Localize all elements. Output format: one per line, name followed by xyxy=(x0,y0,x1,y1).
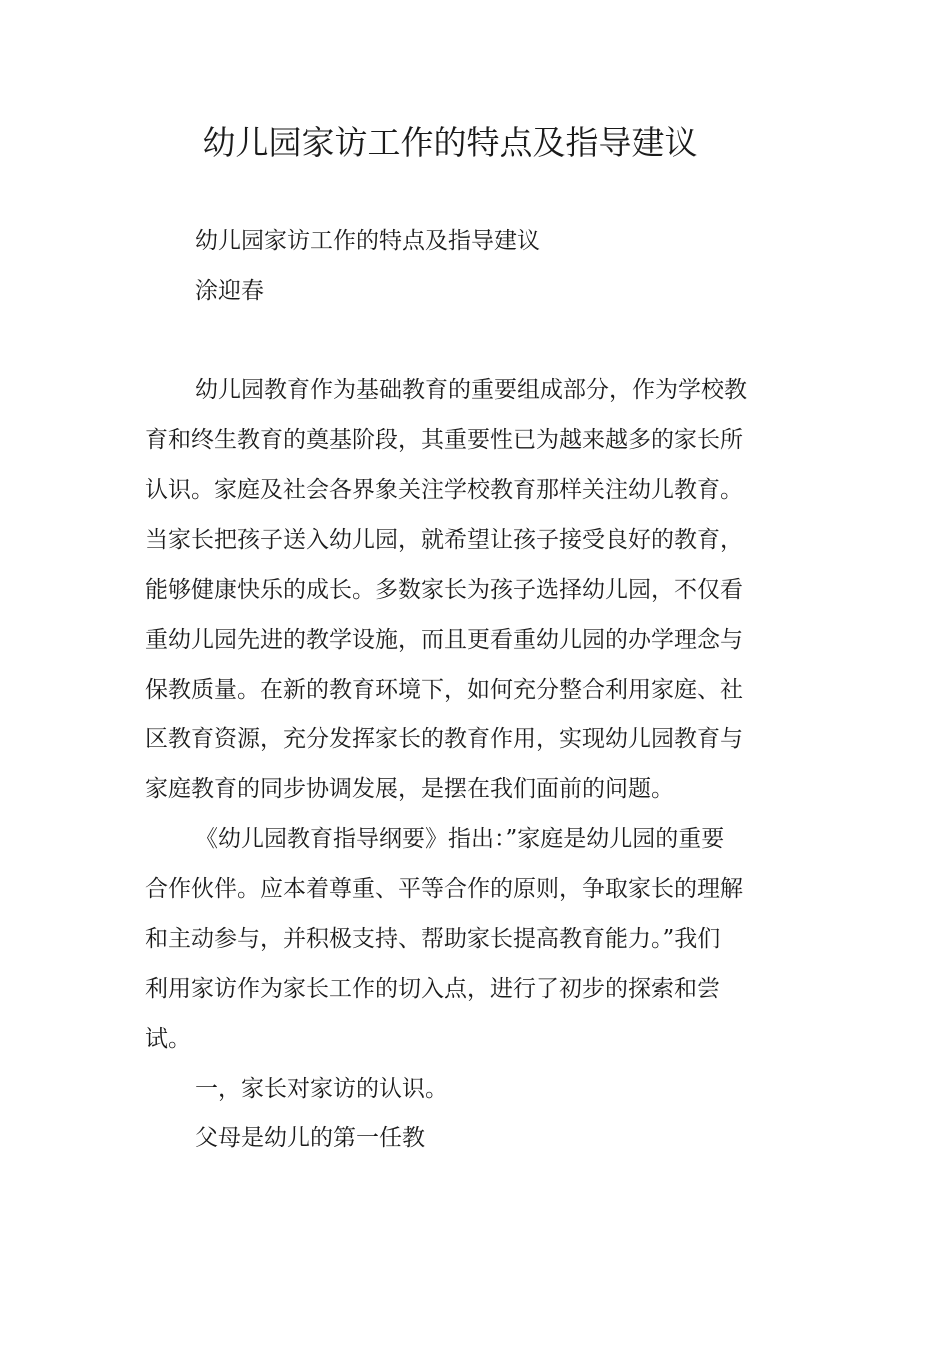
paragraph2-line: 合作伙伴。应本着尊重、平等合作的原则，争取家长的理解 xyxy=(145,876,743,902)
paragraph1-line: 能够健康快乐的成长。多数家长为孩子选择幼儿园，不仅看 xyxy=(145,577,743,603)
paragraph2-line: 试。 xyxy=(145,1026,191,1052)
document-title: 幼儿园家访工作的特点及指导建议 xyxy=(202,123,698,162)
paragraph1-line: 幼儿园教育作为基础教育的重要组成部分，作为学校教 xyxy=(195,377,747,403)
paragraph1-line: 重幼儿园先进的教学设施，而且更看重幼儿园的办学理念与 xyxy=(145,627,743,653)
paragraph1-line: 家庭教育的同步协调发展，是摆在我们面前的问题。 xyxy=(145,776,674,802)
paragraph1-line: 当家长把孩子送入幼儿园，就希望让孩子接受良好的教育， xyxy=(145,527,743,553)
document-subtitle: 幼儿园家访工作的特点及指导建议 xyxy=(195,228,540,254)
section1-heading: 一，家长对家访的认识。 xyxy=(195,1076,448,1102)
paragraph1-line: 保教质量。在新的教育环境下，如何充分整合利用家庭、社 xyxy=(145,677,743,703)
paragraph2-line: 《幼儿园教育指导纲要》指出：”家庭是幼儿园的重要 xyxy=(195,826,725,852)
paragraph1-line: 区教育资源，充分发挥家长的教育作用，实现幼儿园教育与 xyxy=(145,726,743,752)
paragraph1-line: 认识。家庭及社会各界象关注学校教育那样关注幼儿教育。 xyxy=(145,477,743,503)
author-name: 涂迎春 xyxy=(195,278,264,304)
section1-text: 父母是幼儿的第一任教 xyxy=(195,1125,425,1151)
paragraph1-line: 育和终生教育的奠基阶段，其重要性已为越来越多的家长所 xyxy=(145,427,743,453)
paragraph2-line: 和主动参与，并积极支持、帮助家长提高教育能力。”我们 xyxy=(145,926,721,952)
paragraph2-line: 利用家访作为家长工作的切入点，进行了初步的探索和尝 xyxy=(145,976,720,1002)
